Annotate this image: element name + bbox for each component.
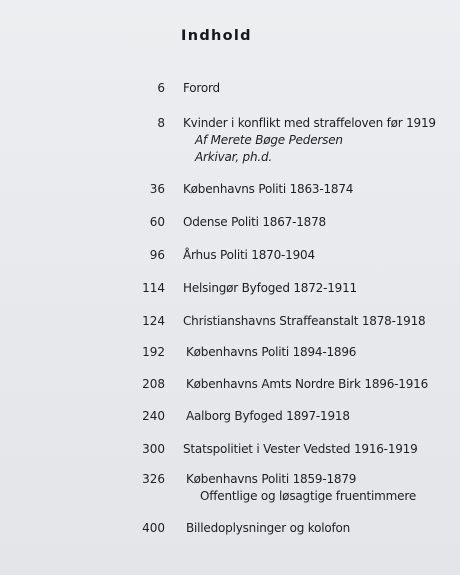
- entry-author-title: Arkivar, ph.d.: [195, 150, 273, 164]
- entry-title: Statspolitiet i Vester Vedsted 1916-1919: [183, 442, 418, 456]
- page-number: 96: [149, 248, 165, 262]
- entry-title: Kvinder i konflikt med straffeloven før 1919: [183, 116, 436, 130]
- entry-title: Billedoplysninger og kolofon: [186, 521, 351, 535]
- entry-title: Forord: [183, 81, 220, 95]
- entry-title: Odense Politi 1867-1878: [183, 215, 326, 229]
- page-title: Indhold: [181, 28, 252, 44]
- page-number: 208: [142, 377, 165, 391]
- entry-title: Christianshavns Straffeanstalt 1878-1918: [183, 314, 426, 328]
- page-number: 300: [142, 442, 165, 456]
- page-number: 124: [142, 314, 165, 328]
- entry-author: Af Merete Bøge Pedersen: [195, 133, 343, 147]
- entry-title: Helsingør Byfoged 1872-1911: [183, 281, 357, 295]
- entry-title: Københavns Amts Nordre Birk 1896-1916: [186, 377, 429, 391]
- page-number: 6: [157, 81, 165, 95]
- entry-title: Københavns Politi 1863-1874: [183, 182, 354, 196]
- page-number: 114: [142, 281, 165, 295]
- entry-title: Københavns Politi 1894-1896: [186, 345, 357, 359]
- page-number: 60: [149, 215, 165, 229]
- page-number: 8: [157, 116, 165, 130]
- entry-subtitle: Offentlige og løsagtige fruentimmere: [200, 489, 417, 503]
- page-number: 240: [142, 409, 165, 423]
- entry-title: Københavns Politi 1859-1879: [186, 472, 357, 486]
- page-number: 36: [149, 182, 165, 196]
- entry-title: Århus Politi 1870-1904: [183, 248, 315, 262]
- page-number: 192: [142, 345, 165, 359]
- page-number: 400: [142, 521, 165, 535]
- page-number: 326: [142, 472, 165, 486]
- entry-title: Aalborg Byfoged 1897-1918: [186, 409, 350, 423]
